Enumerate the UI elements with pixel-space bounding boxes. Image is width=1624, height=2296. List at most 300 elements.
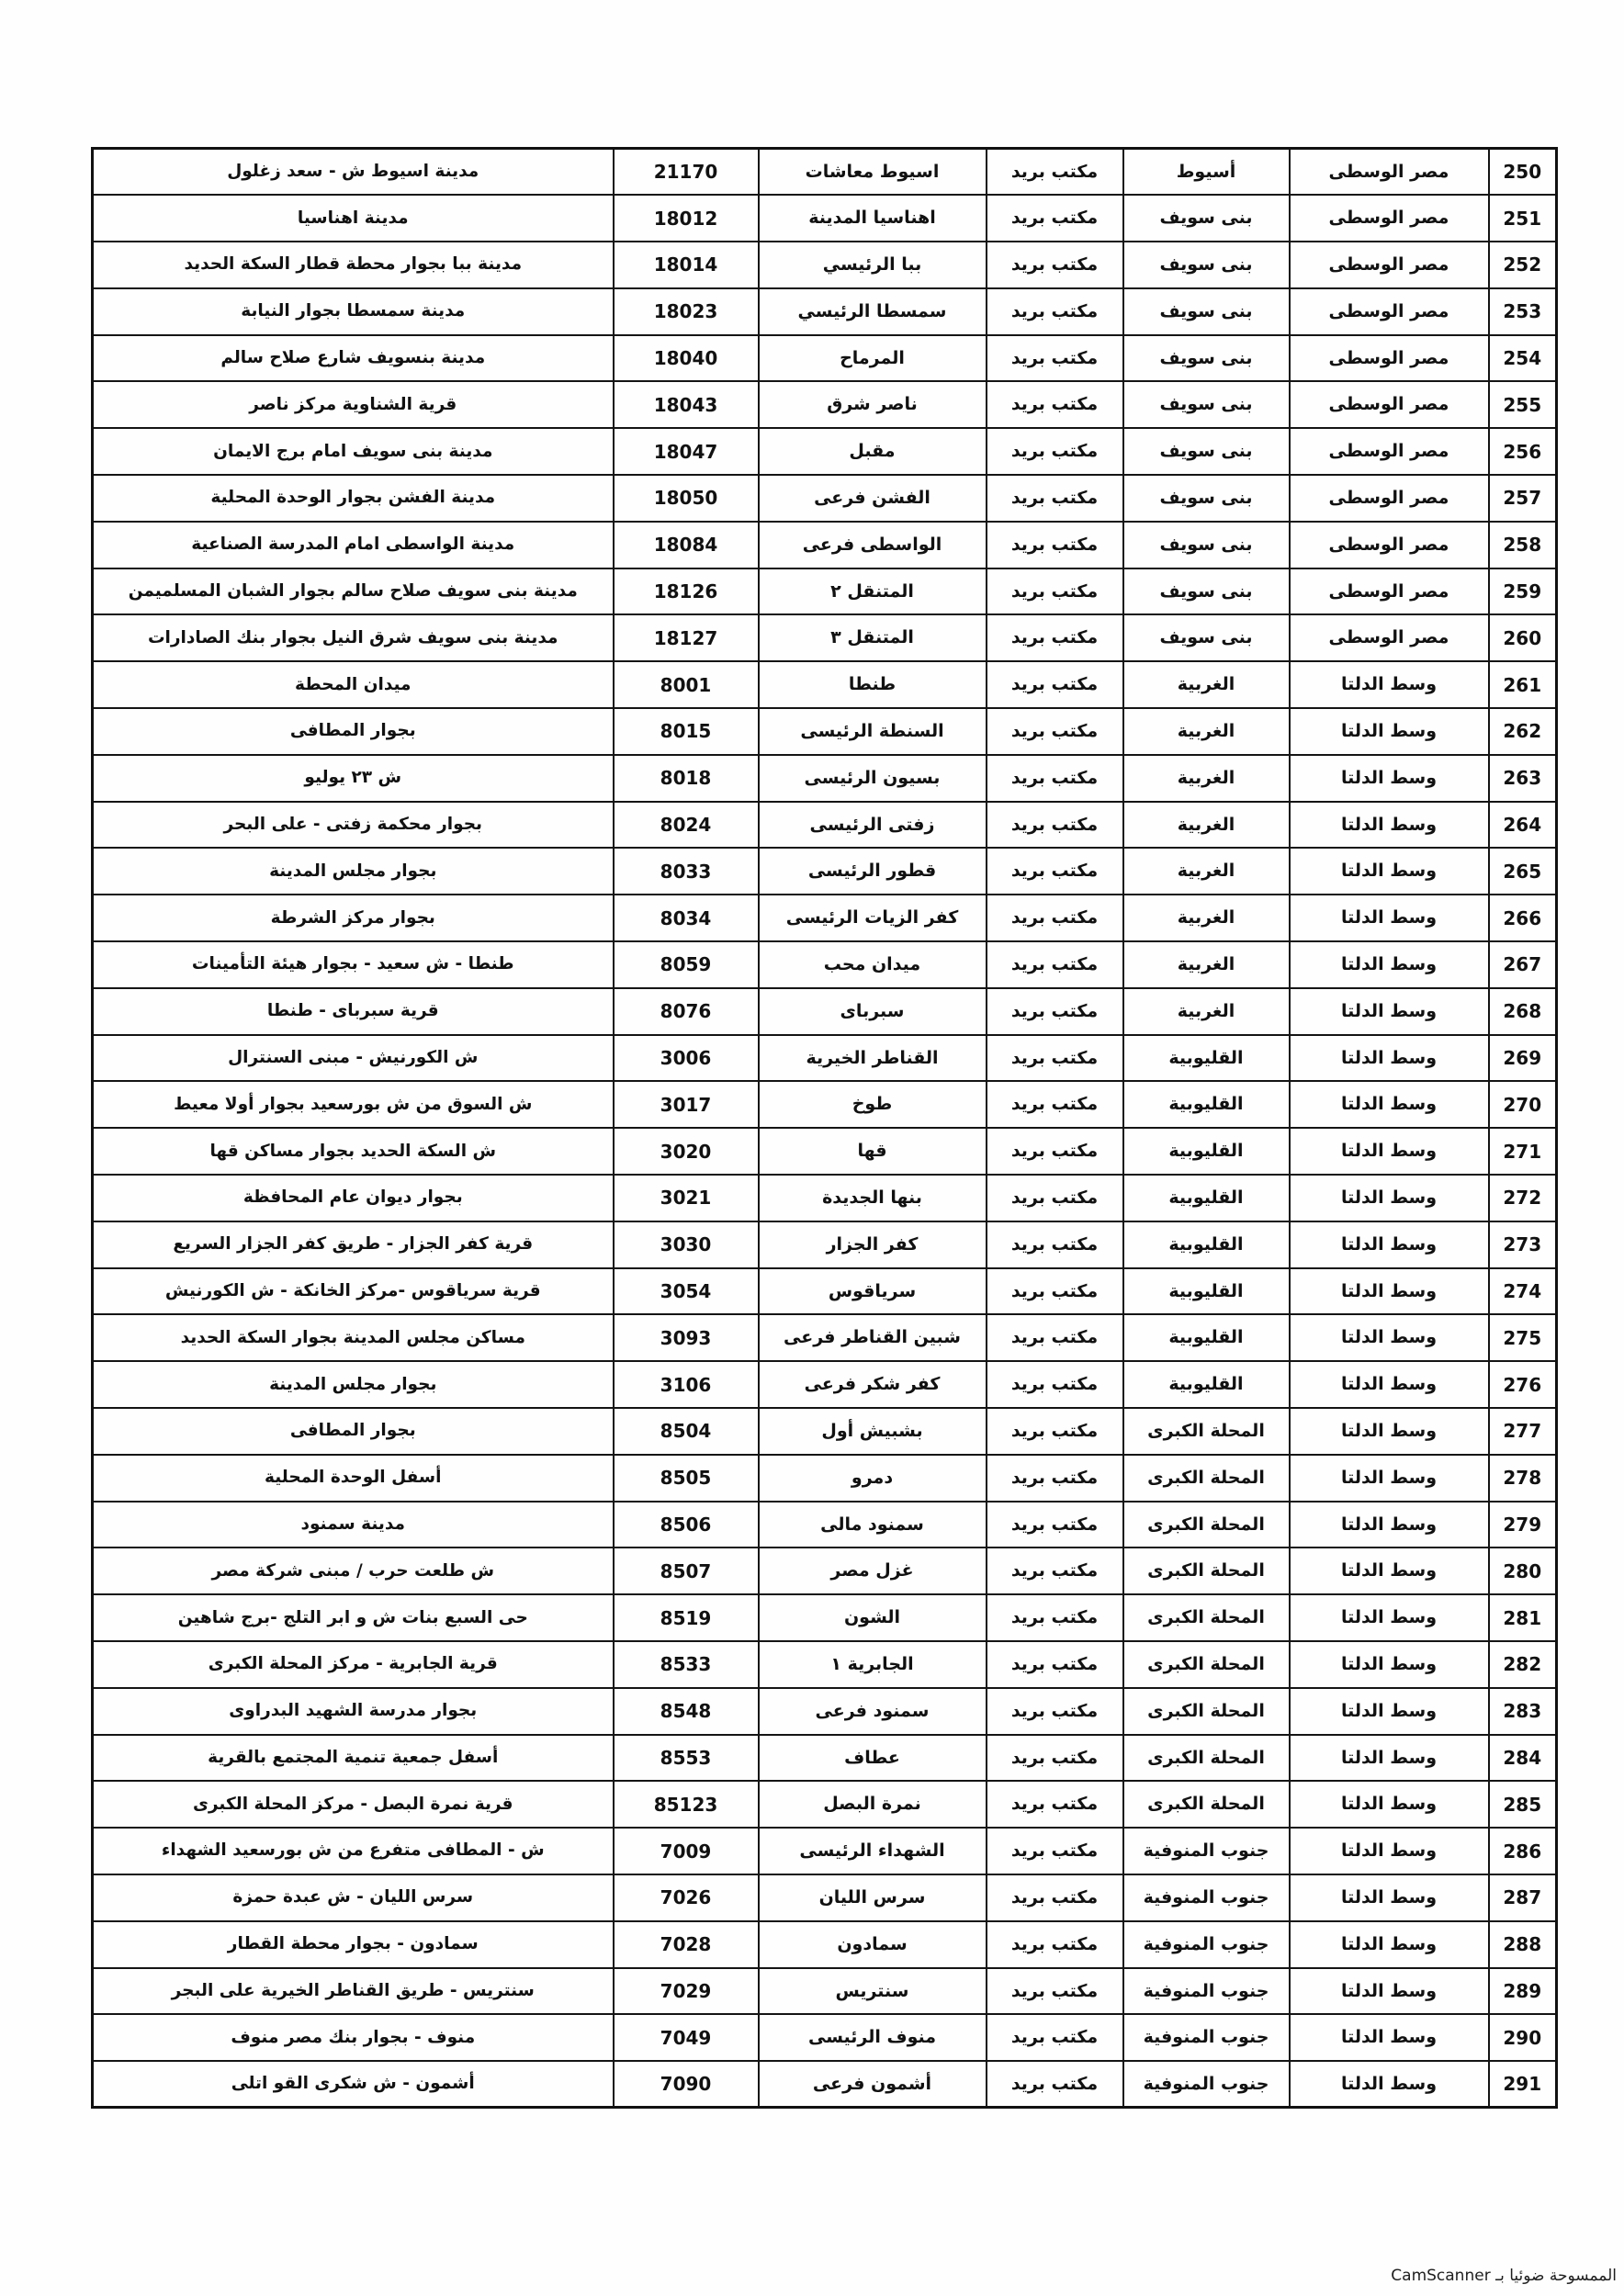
address-cell: مدينة اسيوط ش - سعد زغلول — [93, 149, 614, 196]
office-type-cell: مكتب بريد — [987, 1735, 1123, 1782]
row-number-cell: 250 — [1489, 149, 1557, 196]
address-cell: بجوار مجلس المدينة — [93, 848, 614, 895]
postal-code-cell: 8507 — [614, 1548, 759, 1594]
office-type-cell: مكتب بريد — [987, 335, 1123, 382]
address-cell: أسفل الوحدة المحلية — [93, 1455, 614, 1502]
office-type-cell: مكتب بريد — [987, 1548, 1123, 1594]
row-number-cell: 272 — [1489, 1175, 1557, 1221]
region-cell: مصر الوسطى — [1290, 195, 1489, 242]
address-cell: طنطا - ش سعيد - بجوار هيئة التأمينات — [93, 941, 614, 988]
address-cell: مدينة بنى سويف امام برج الايمان — [93, 428, 614, 475]
region-cell: مصر الوسطى — [1290, 614, 1489, 661]
region-cell: وسط الدلتا — [1290, 1641, 1489, 1688]
table-row — [93, 1968, 1557, 2015]
governorate-cell: المحلة الكبرى — [1123, 1548, 1290, 1594]
row-number-cell: 286 — [1489, 1828, 1557, 1874]
office-type-cell: مكتب بريد — [987, 522, 1123, 568]
region-cell: وسط الدلتا — [1290, 1594, 1489, 1641]
governorate-cell: بنى سويف — [1123, 335, 1290, 382]
governorate-cell: الغربية — [1123, 941, 1290, 988]
region-cell: وسط الدلتا — [1290, 1455, 1489, 1502]
governorate-cell: القليوبية — [1123, 1128, 1290, 1175]
region-cell: وسط الدلتا — [1290, 1921, 1489, 1968]
office-type-cell: مكتب بريد — [987, 195, 1123, 242]
office-type-cell: مكتب بريد — [987, 941, 1123, 988]
governorate-cell: بنى سويف — [1123, 568, 1290, 615]
region-cell: مصر الوسطى — [1290, 381, 1489, 428]
table-row — [93, 1035, 1557, 1082]
table-row — [93, 614, 1557, 661]
office-name-cell: ناصر شرق — [759, 381, 987, 428]
office-type-cell: مكتب بريد — [987, 1594, 1123, 1641]
address-cell: سمادون - بجوار محطة القطار — [93, 1921, 614, 1968]
office-type-cell: مكتب بريد — [987, 149, 1123, 196]
governorate-cell: جنوب المنوفية — [1123, 2061, 1290, 2108]
postal-code-cell: 18127 — [614, 614, 759, 661]
row-number-cell: 289 — [1489, 1968, 1557, 2015]
address-cell: بجوار المطافى — [93, 708, 614, 755]
office-name-cell: كفر الجزار — [759, 1221, 987, 1268]
postal-code-cell: 18043 — [614, 381, 759, 428]
office-type-cell: مكتب بريد — [987, 802, 1123, 849]
postal-code-cell: 3017 — [614, 1081, 759, 1128]
postal-code-cell: 3021 — [614, 1175, 759, 1221]
postal-code-cell: 8506 — [614, 1502, 759, 1548]
office-name-cell: نمرة البصل — [759, 1781, 987, 1828]
address-cell: قرية كفر الجزار - طريق كفر الجزار السريع — [93, 1221, 614, 1268]
office-type-cell: مكتب بريد — [987, 1175, 1123, 1221]
table-row — [93, 428, 1557, 475]
postal-code-cell: 7049 — [614, 2014, 759, 2061]
row-number-cell: 276 — [1489, 1361, 1557, 1408]
address-cell: سرس الليان - ش عبدة حمزة — [93, 1874, 614, 1921]
postal-code-cell: 18014 — [614, 242, 759, 288]
address-cell: سنتريس - طريق القناطر الخيرية على البجر — [93, 1968, 614, 2015]
region-cell: مصر الوسطى — [1290, 428, 1489, 475]
table-row — [93, 475, 1557, 522]
office-type-cell: مكتب بريد — [987, 1455, 1123, 1502]
region-cell: وسط الدلتا — [1290, 1128, 1489, 1175]
region-cell: وسط الدلتا — [1290, 1221, 1489, 1268]
postal-code-cell: 8519 — [614, 1594, 759, 1641]
address-cell: قرية سرياقوس -مركز الخانكة - ش الكورنيش — [93, 1268, 614, 1315]
office-name-cell: كفر شكر فرعى — [759, 1361, 987, 1408]
postal-code-cell: 3093 — [614, 1314, 759, 1361]
table-row — [93, 2014, 1557, 2061]
postal-code-cell: 18084 — [614, 522, 759, 568]
office-name-cell: القناطر الخيرية — [759, 1035, 987, 1082]
governorate-cell: القليوبية — [1123, 1268, 1290, 1315]
address-cell: مدينة بنسويف شارع صلاح سالم — [93, 335, 614, 382]
office-type-cell: مكتب بريد — [987, 568, 1123, 615]
address-cell: بجوار ديوان عام المحافظة — [93, 1175, 614, 1221]
table-row — [93, 1688, 1557, 1735]
region-cell: وسط الدلتا — [1290, 1361, 1489, 1408]
office-name-cell: سمنود مالى — [759, 1502, 987, 1548]
governorate-cell: القليوبية — [1123, 1035, 1290, 1082]
office-type-cell: مكتب بريد — [987, 1874, 1123, 1921]
address-cell: قرية الشناوية مركز ناصر — [93, 381, 614, 428]
table-row — [93, 895, 1557, 941]
office-type-cell: مكتب بريد — [987, 1035, 1123, 1082]
table-row — [93, 381, 1557, 428]
governorate-cell: الغربية — [1123, 755, 1290, 802]
office-type-cell: مكتب بريد — [987, 2061, 1123, 2108]
address-cell: مدينة اهناسيا — [93, 195, 614, 242]
postal-code-cell: 3054 — [614, 1268, 759, 1315]
governorate-cell: القليوبية — [1123, 1221, 1290, 1268]
table-row — [93, 1175, 1557, 1221]
office-name-cell: قطور الرئيسى — [759, 848, 987, 895]
address-cell: مدينة بنى سويف صلاح سالم بجوار الشبان المسلميمن — [93, 568, 614, 615]
region-cell: وسط الدلتا — [1290, 661, 1489, 708]
office-type-cell: مكتب بريد — [987, 1828, 1123, 1874]
governorate-cell: المحلة الكبرى — [1123, 1594, 1290, 1641]
postal-code-cell: 8505 — [614, 1455, 759, 1502]
governorate-cell: المحلة الكبرى — [1123, 1781, 1290, 1828]
governorate-cell: بنى سويف — [1123, 475, 1290, 522]
postal-code-cell: 18023 — [614, 288, 759, 335]
governorate-cell: جنوب المنوفية — [1123, 1968, 1290, 2015]
office-name-cell: السنطة الرئيسى — [759, 708, 987, 755]
governorate-cell: جنوب المنوفية — [1123, 2014, 1290, 2061]
table-row — [93, 1361, 1557, 1408]
row-number-cell: 253 — [1489, 288, 1557, 335]
region-cell: وسط الدلتا — [1290, 988, 1489, 1035]
office-name-cell: بشبيش أول — [759, 1408, 987, 1455]
office-type-cell: مكتب بريد — [987, 1314, 1123, 1361]
row-number-cell: 278 — [1489, 1455, 1557, 1502]
table-row — [93, 1828, 1557, 1874]
region-cell: وسط الدلتا — [1290, 941, 1489, 988]
office-name-cell: سمادون — [759, 1921, 987, 1968]
office-type-cell: مكتب بريد — [987, 288, 1123, 335]
address-cell: ش - المطافى متفرع من ش بورسعيد الشهداء — [93, 1828, 614, 1874]
office-name-cell: سنتريس — [759, 1968, 987, 2015]
address-cell: مساكن مجلس المدينة بجوار السكة الحديد — [93, 1314, 614, 1361]
postal-code-cell: 7090 — [614, 2061, 759, 2108]
office-name-cell: مقبل — [759, 428, 987, 475]
table-row — [93, 1081, 1557, 1128]
region-cell: مصر الوسطى — [1290, 288, 1489, 335]
address-cell: ش الكورنيش - مبنى السنترال — [93, 1035, 614, 1082]
governorate-cell: الغربية — [1123, 895, 1290, 941]
governorate-cell: بنى سويف — [1123, 288, 1290, 335]
office-name-cell: كفر الزيات الرئيسى — [759, 895, 987, 941]
table-row — [93, 755, 1557, 802]
row-number-cell: 274 — [1489, 1268, 1557, 1315]
office-type-cell: مكتب بريد — [987, 1361, 1123, 1408]
postal-code-cell: 18126 — [614, 568, 759, 615]
table-row — [93, 941, 1557, 988]
region-cell: وسط الدلتا — [1290, 2061, 1489, 2108]
office-name-cell: سرس الليان — [759, 1874, 987, 1921]
row-number-cell: 258 — [1489, 522, 1557, 568]
row-number-cell: 256 — [1489, 428, 1557, 475]
table-row — [93, 848, 1557, 895]
postal-code-cell: 8059 — [614, 941, 759, 988]
governorate-cell: الغربية — [1123, 802, 1290, 849]
address-cell: مدينة الفشن بجوار الوحدة المحلية — [93, 475, 614, 522]
row-number-cell: 275 — [1489, 1314, 1557, 1361]
region-cell: وسط الدلتا — [1290, 1781, 1489, 1828]
office-name-cell: طنطا — [759, 661, 987, 708]
row-number-cell: 273 — [1489, 1221, 1557, 1268]
region-cell: وسط الدلتا — [1290, 1828, 1489, 1874]
region-cell: وسط الدلتا — [1290, 1502, 1489, 1548]
region-cell: وسط الدلتا — [1290, 755, 1489, 802]
office-type-cell: مكتب بريد — [987, 381, 1123, 428]
governorate-cell: بنى سويف — [1123, 381, 1290, 428]
postal-code-cell: 7009 — [614, 1828, 759, 1874]
address-cell: بجوار المطافى — [93, 1408, 614, 1455]
office-name-cell: عطاف — [759, 1735, 987, 1782]
row-number-cell: 263 — [1489, 755, 1557, 802]
office-type-cell: مكتب بريد — [987, 1128, 1123, 1175]
office-name-cell: زفتى الرئيسى — [759, 802, 987, 849]
address-cell: بجوار مدرسة الشهيد البدراوى — [93, 1688, 614, 1735]
office-name-cell: منوف الرئيسى — [759, 2014, 987, 2061]
office-name-cell: بسيون الرئيسى — [759, 755, 987, 802]
office-name-cell: اهناسيا المدينة — [759, 195, 987, 242]
office-name-cell: الفشن فرعى — [759, 475, 987, 522]
office-type-cell: مكتب بريد — [987, 242, 1123, 288]
address-cell: منوف - بجوار بنك مصر منوف — [93, 2014, 614, 2061]
office-type-cell: مكتب بريد — [987, 1688, 1123, 1735]
row-number-cell: 284 — [1489, 1735, 1557, 1782]
governorate-cell: بنى سويف — [1123, 428, 1290, 475]
governorate-cell: المحلة الكبرى — [1123, 1455, 1290, 1502]
postal-code-cell: 18050 — [614, 475, 759, 522]
row-number-cell: 280 — [1489, 1548, 1557, 1594]
address-cell: ش السكة الحديد بجوار مساكن قها — [93, 1128, 614, 1175]
address-cell: أسفل جمعية تنمية المجتمع بالقرية — [93, 1735, 614, 1782]
region-cell: وسط الدلتا — [1290, 895, 1489, 941]
governorate-cell: الغربية — [1123, 661, 1290, 708]
table-row — [93, 802, 1557, 849]
postal-code-cell: 8076 — [614, 988, 759, 1035]
governorate-cell: المحلة الكبرى — [1123, 1408, 1290, 1455]
governorate-cell: القليوبية — [1123, 1081, 1290, 1128]
address-cell: بجوار مركز الشرطة — [93, 895, 614, 941]
office-name-cell: المتنقل ٣ — [759, 614, 987, 661]
postal-code-cell: 18047 — [614, 428, 759, 475]
table-row — [93, 1502, 1557, 1548]
row-number-cell: 291 — [1489, 2061, 1557, 2108]
address-cell: ش السوق من ش بورسعيد بجوار أولا معيط — [93, 1081, 614, 1128]
office-name-cell: سبرباى — [759, 988, 987, 1035]
row-number-cell: 266 — [1489, 895, 1557, 941]
governorate-cell: جنوب المنوفية — [1123, 1921, 1290, 1968]
postal-code-cell: 8034 — [614, 895, 759, 941]
office-type-cell: مكتب بريد — [987, 1502, 1123, 1548]
row-number-cell: 268 — [1489, 988, 1557, 1035]
governorate-cell: أسيوط — [1123, 149, 1290, 196]
address-cell: حى السبع بنات ش و ابر التلج -برج شاهين — [93, 1594, 614, 1641]
office-name-cell: شبين القناطر فرعى — [759, 1314, 987, 1361]
office-name-cell: الواسطى فرعى — [759, 522, 987, 568]
postal-code-cell: 3006 — [614, 1035, 759, 1082]
postal-code-cell: 18040 — [614, 335, 759, 382]
postal-code-cell: 7028 — [614, 1921, 759, 1968]
office-name-cell: سمنود فرعى — [759, 1688, 987, 1735]
office-type-cell: مكتب بريد — [987, 895, 1123, 941]
postal-code-cell: 8504 — [614, 1408, 759, 1455]
postal-code-cell: 3106 — [614, 1361, 759, 1408]
office-type-cell: مكتب بريد — [987, 1221, 1123, 1268]
table-body — [93, 149, 1557, 2108]
office-name-cell: سمسطا الرئيسي — [759, 288, 987, 335]
postal-code-cell: 21170 — [614, 149, 759, 196]
office-type-cell: مكتب بريد — [987, 661, 1123, 708]
address-cell: بجوار مجلس المدينة — [93, 1361, 614, 1408]
row-number-cell: 255 — [1489, 381, 1557, 428]
post-offices-table — [91, 147, 1558, 2109]
governorate-cell: المحلة الكبرى — [1123, 1688, 1290, 1735]
region-cell: وسط الدلتا — [1290, 1548, 1489, 1594]
governorate-cell: الغربية — [1123, 708, 1290, 755]
governorate-cell: المحلة الكبرى — [1123, 1502, 1290, 1548]
row-number-cell: 282 — [1489, 1641, 1557, 1688]
office-name-cell: طوخ — [759, 1081, 987, 1128]
address-cell: ش طلعت حرب / مبنى شركة مصر — [93, 1548, 614, 1594]
region-cell: وسط الدلتا — [1290, 848, 1489, 895]
office-name-cell: ميدان محب — [759, 941, 987, 988]
table-row — [93, 195, 1557, 242]
region-cell: وسط الدلتا — [1290, 1175, 1489, 1221]
region-cell: مصر الوسطى — [1290, 149, 1489, 196]
office-type-cell: مكتب بريد — [987, 428, 1123, 475]
office-type-cell: مكتب بريد — [987, 708, 1123, 755]
postal-code-cell: 8548 — [614, 1688, 759, 1735]
row-number-cell: 279 — [1489, 1502, 1557, 1548]
table-row — [93, 1128, 1557, 1175]
row-number-cell: 265 — [1489, 848, 1557, 895]
office-type-cell: مكتب بريد — [987, 755, 1123, 802]
postal-code-cell: 3020 — [614, 1128, 759, 1175]
row-number-cell: 277 — [1489, 1408, 1557, 1455]
office-name-cell: غزل مصر — [759, 1548, 987, 1594]
region-cell: مصر الوسطى — [1290, 335, 1489, 382]
row-number-cell: 262 — [1489, 708, 1557, 755]
governorate-cell: القليوبية — [1123, 1361, 1290, 1408]
table-row — [93, 149, 1557, 196]
postal-code-cell: 8015 — [614, 708, 759, 755]
row-number-cell: 287 — [1489, 1874, 1557, 1921]
region-cell: وسط الدلتا — [1290, 1314, 1489, 1361]
governorate-cell: جنوب المنوفية — [1123, 1874, 1290, 1921]
address-cell: ش ٢٣ يوليو — [93, 755, 614, 802]
address-cell: ميدان المحطة — [93, 661, 614, 708]
region-cell: وسط الدلتا — [1290, 1268, 1489, 1315]
table-row — [93, 522, 1557, 568]
office-type-cell: مكتب بريد — [987, 848, 1123, 895]
table-row — [93, 1781, 1557, 1828]
region-cell: وسط الدلتا — [1290, 1035, 1489, 1082]
table-row — [93, 2061, 1557, 2108]
table-row — [93, 1221, 1557, 1268]
address-cell: قرية نمرة البصل - مركز المحلة الكبرى — [93, 1781, 614, 1828]
postal-code-cell: 7029 — [614, 1968, 759, 2015]
office-name-cell: اسيوط معاشات — [759, 149, 987, 196]
office-type-cell: مكتب بريد — [987, 1408, 1123, 1455]
table-row — [93, 288, 1557, 335]
table-row — [93, 1408, 1557, 1455]
region-cell: وسط الدلتا — [1290, 2014, 1489, 2061]
office-type-cell: مكتب بريد — [987, 614, 1123, 661]
office-name-cell: أشمون فرعى — [759, 2061, 987, 2108]
office-name-cell: ببا الرئيسي — [759, 242, 987, 288]
postal-code-cell: 3030 — [614, 1221, 759, 1268]
governorate-cell: الغربية — [1123, 988, 1290, 1035]
governorate-cell: القليوبية — [1123, 1314, 1290, 1361]
row-number-cell: 290 — [1489, 2014, 1557, 2061]
row-number-cell: 281 — [1489, 1594, 1557, 1641]
office-type-cell: مكتب بريد — [987, 1968, 1123, 2015]
table-row — [93, 568, 1557, 615]
governorate-cell: المحلة الكبرى — [1123, 1641, 1290, 1688]
row-number-cell: 259 — [1489, 568, 1557, 615]
address-cell: بجوار محكمة زفتى - على البحر — [93, 802, 614, 849]
scanner-watermark: الممسوحة ضوئيا بـ CamScanner — [1391, 2267, 1617, 2285]
region-cell: وسط الدلتا — [1290, 708, 1489, 755]
office-name-cell: الجابرية ١ — [759, 1641, 987, 1688]
address-cell: مدينة الواسطى امام المدرسة الصناعية — [93, 522, 614, 568]
row-number-cell: 264 — [1489, 802, 1557, 849]
row-number-cell: 251 — [1489, 195, 1557, 242]
region-cell: مصر الوسطى — [1290, 568, 1489, 615]
table-row — [93, 335, 1557, 382]
office-type-cell: مكتب بريد — [987, 1081, 1123, 1128]
office-name-cell: المتنقل ٢ — [759, 568, 987, 615]
postal-code-cell: 8533 — [614, 1641, 759, 1688]
office-name-cell: سرياقوس — [759, 1268, 987, 1315]
address-cell: مدينة سمنود — [93, 1502, 614, 1548]
table-row — [93, 1921, 1557, 1968]
address-cell: مدينة ببا بجوار محطة قطار السكة الحديد — [93, 242, 614, 288]
office-name-cell: قها — [759, 1128, 987, 1175]
governorate-cell: بنى سويف — [1123, 195, 1290, 242]
table-row — [93, 1268, 1557, 1315]
office-type-cell: مكتب بريد — [987, 2014, 1123, 2061]
office-type-cell: مكتب بريد — [987, 1268, 1123, 1315]
region-cell: مصر الوسطى — [1290, 242, 1489, 288]
row-number-cell: 283 — [1489, 1688, 1557, 1735]
office-name-cell: دمرو — [759, 1455, 987, 1502]
region-cell: وسط الدلتا — [1290, 1874, 1489, 1921]
office-name-cell: المرماح — [759, 335, 987, 382]
office-type-cell: مكتب بريد — [987, 1641, 1123, 1688]
row-number-cell: 261 — [1489, 661, 1557, 708]
row-number-cell: 270 — [1489, 1081, 1557, 1128]
office-name-cell: الشهداء الرئيسى — [759, 1828, 987, 1874]
region-cell: وسط الدلتا — [1290, 1408, 1489, 1455]
office-type-cell: مكتب بريد — [987, 1921, 1123, 1968]
office-type-cell: مكتب بريد — [987, 988, 1123, 1035]
region-cell: وسط الدلتا — [1290, 1735, 1489, 1782]
region-cell: وسط الدلتا — [1290, 1688, 1489, 1735]
table-row — [93, 242, 1557, 288]
row-number-cell: 285 — [1489, 1781, 1557, 1828]
governorate-cell: بنى سويف — [1123, 522, 1290, 568]
table-row — [93, 1874, 1557, 1921]
table-row — [93, 1314, 1557, 1361]
table-row — [93, 1735, 1557, 1782]
governorate-cell: المحلة الكبرى — [1123, 1735, 1290, 1782]
region-cell: وسط الدلتا — [1290, 1081, 1489, 1128]
address-cell: قرية سبرباى - طنطا — [93, 988, 614, 1035]
governorate-cell: بنى سويف — [1123, 242, 1290, 288]
